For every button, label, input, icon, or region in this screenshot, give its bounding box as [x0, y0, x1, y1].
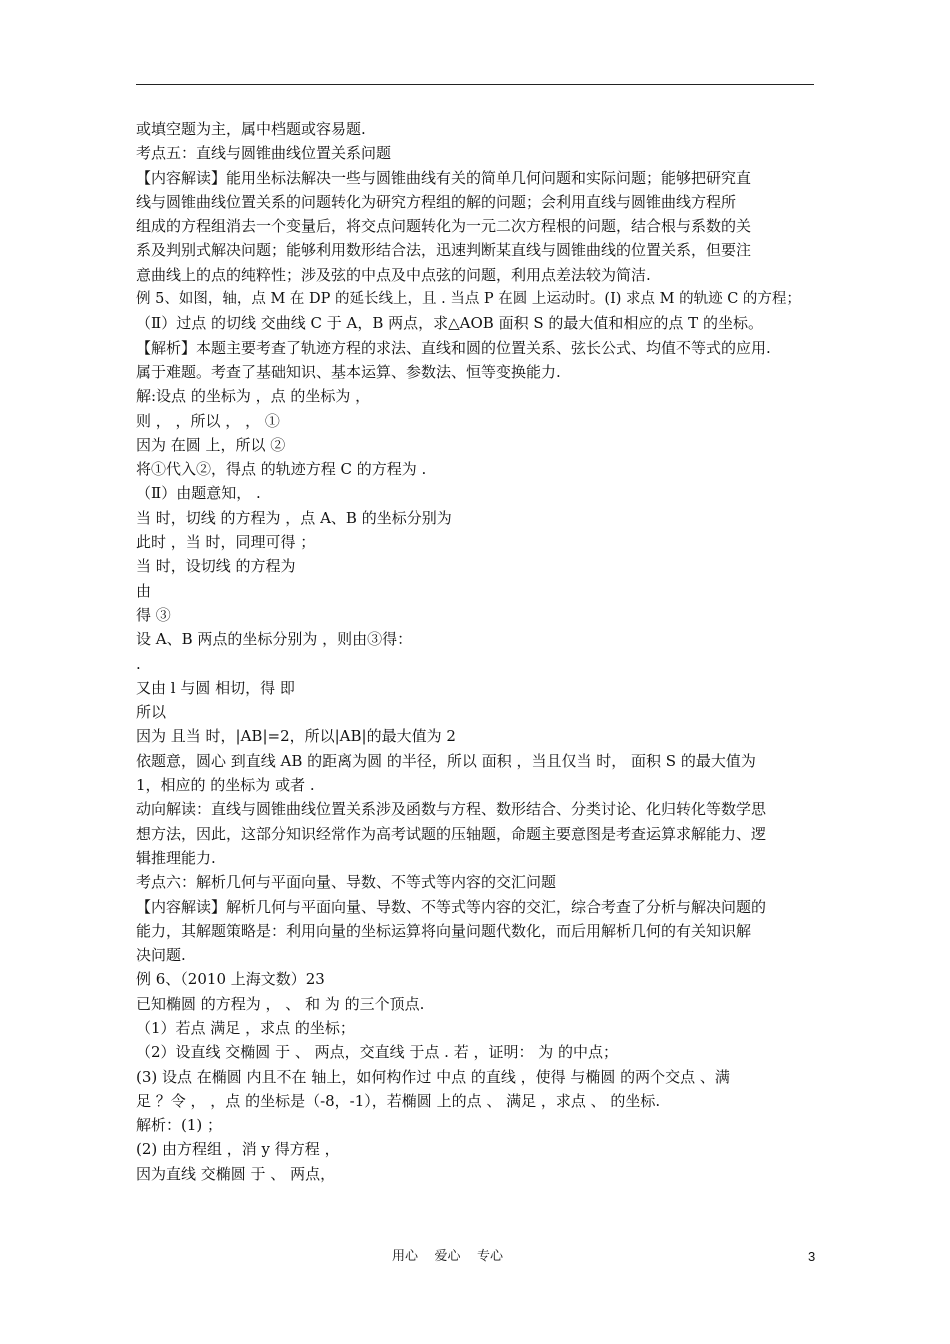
text-line: (3) 设点 在椭圆 内且不在 轴上，如何构作过 中点 的直线 ，使得 与椭圆 的两个交点 、满	[136, 1067, 730, 1086]
text-line: .	[136, 654, 141, 673]
text-line: 解析：(1) ；	[136, 1116, 223, 1135]
text-line: 组成的方程组消去一个变量后，将交点问题转化为一元二次方程根的问题，结合根与系数的关	[136, 217, 752, 236]
text-line: 能力，其解题策略是：利用向量的坐标运算将向量问题代数化，而后用解析几何的有关知识解	[136, 921, 752, 940]
text-line: 1，相应的 的坐标为 或者 .	[136, 776, 315, 795]
page-footer	[0, 1247, 950, 1267]
text-line: 足 ？令 ， ，点 的坐标是（-8，-1），若椭圆 上的点 、 满足 ，求点 、 的坐标.	[136, 1091, 661, 1110]
text-line: 因为直线 交椭圆 于 、 两点，	[136, 1164, 336, 1183]
text-line: 【内容解读】能用坐标法解决一些与圆锥曲线有关的简单几何问题和实际问题；能够把研究直	[136, 168, 752, 187]
text-line: 设 A、B 两点的坐标分别为 ，则由③得：	[136, 630, 413, 649]
text-line: 考点五：直线与圆锥曲线位置关系问题	[136, 144, 392, 163]
text-line: 例 6、（2010 上海文数）23	[136, 970, 325, 989]
text-line: 因为 在圆 上，所以 ②	[136, 435, 286, 454]
text-line: (2) 由方程组 ，消 y 得方程 ，	[136, 1140, 340, 1159]
text-line: 当 时，切线 的方程为 ，点 A、B 的坐标分别为	[136, 508, 452, 527]
text-line: 或填空题为主，属中档题或容易题.	[136, 120, 366, 138]
header-rule	[136, 84, 814, 85]
text-line: 线与圆锥曲线位置关系的问题转化为研究方程组的解的问题；会利用直线与圆锥曲线方程所	[136, 192, 737, 211]
page-number: 3	[808, 1249, 816, 1264]
text-line: 【内容解读】解析几何与平面向量、导数、不等式等内容的交汇，综合考查了分析与解决问题的	[136, 897, 767, 916]
text-line: 所以	[136, 703, 167, 722]
text-line: 想方法，因此，这部分知识经常作为高考试题的压轴题，命题主要意图是考查运算求解能力、逻	[136, 824, 767, 843]
text-line: 属于难题。考查了基础知识、基本运算、参数法、恒等变换能力.	[136, 362, 561, 381]
text-line: 辑推理能力.	[136, 848, 216, 867]
footer-motto: 用心 爱心 专心	[392, 1249, 504, 1264]
text-line: 动向解读：直线与圆锥曲线位置关系涉及函数与方程、数形结合、分类讨论、化归转化等数学思	[136, 800, 767, 819]
text-line: 决问题.	[136, 946, 186, 965]
text-line: 解:设点 的坐标为 ，点 的坐标为 ，	[136, 387, 371, 406]
text-line: 依题意，圆心 到直线 AB 的距离为圆 的半径，所以 面积 ，当且仅当 时， 面积 S 的最大值为	[136, 751, 756, 770]
text-line: 意曲线上的点的纯粹性；涉及弦的中点及中点弦的问题，利用点差法较为简洁.	[136, 265, 651, 284]
text-line: 因为 且当 时，|AB|=2，所以|AB|的最大值为 2	[136, 727, 456, 746]
text-line: 当 时，设切线 的方程为	[136, 557, 296, 576]
text-line: （2）设直线 交椭圆 于 、 两点，交直线 于点 . 若 ，证明： 为 的中点；	[136, 1043, 618, 1062]
text-line: 又由 l 与圆 相切，得 即	[136, 678, 295, 697]
text-line: （1）若点 满足 ，求点 的坐标；	[136, 1018, 355, 1037]
text-line: 已知椭圆 的方程为 ， 、 和 为 的三个顶点.	[136, 994, 425, 1013]
text-line: 则 ， ，所以 ， ， ①	[136, 411, 280, 430]
text-line: 由	[136, 581, 152, 600]
text-line: （Ⅱ）由题意知， .	[136, 484, 261, 503]
text-line: 考点六：解析几何与平面向量、导数、不等式等内容的交汇问题	[136, 873, 557, 892]
text-line: 此时 ，当 时，同理可得 ；	[136, 533, 316, 552]
text-line: 将①代入②，得点 的轨迹方程 C 的方程为 .	[136, 460, 427, 479]
text-line: 系及判别式解决问题；能够利用数形结合法，迅速判断某直线与圆锥曲线的位置关系，但要注	[136, 241, 752, 260]
text-line: 【解析】本题主要考查了轨迹方程的求法、直线和圆的位置关系、弦长公式、均值不等式的应用.	[136, 338, 771, 357]
text-line: 例 5、如图，轴，点 M 在 DP 的延长线上，且 . 当点 P 在圆 上运动时。(I) 求点 M 的轨迹 C 的方程；	[136, 291, 801, 308]
document-body	[136, 117, 816, 1186]
text-line: （Ⅱ）过点 的切线 交曲线 C 于 A，B 两点，求△AOB 面积 S 的最大值和相应的点 T 的坐标。	[136, 314, 763, 333]
text-line: 得 ③	[136, 605, 171, 624]
